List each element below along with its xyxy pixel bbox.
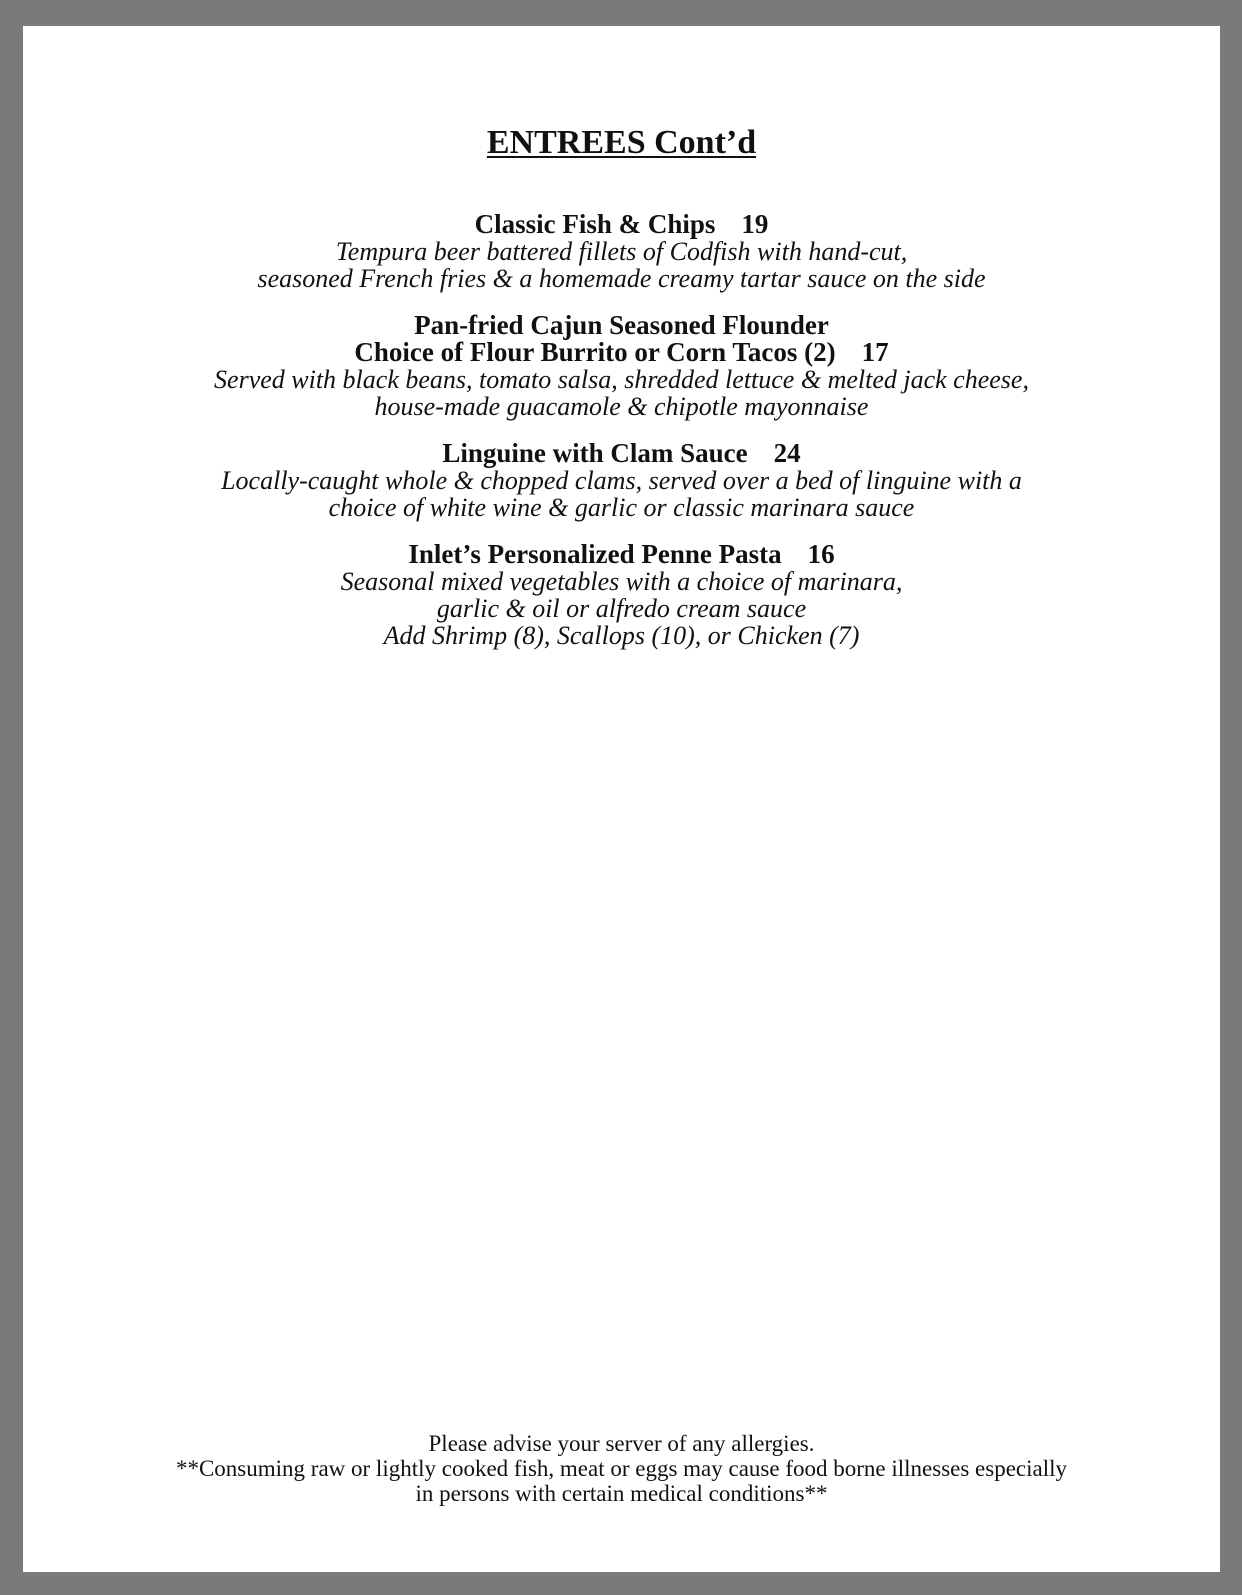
- item-description-line: house-made guacamole & chipotle mayonnaise: [374, 392, 869, 421]
- item-description-line: Locally-caught whole & chopped clams, served over a bed of linguine with a: [221, 466, 1022, 495]
- item-description-line: seasoned French fries & a homemade creamy tartar sauce on the side: [257, 264, 986, 293]
- item-heading: [23, 440, 1220, 467]
- item-name-subline: Choice of Flour Burrito or Corn Tacos (2): [354, 337, 836, 367]
- item-description-line: Tempura beer battered fillets of Codfish with hand-cut,: [335, 237, 908, 266]
- item-name: Pan-fried Cajun Seasoned Flounder: [414, 310, 829, 340]
- item-description-line: garlic & oil or alfredo cream sauce: [436, 594, 807, 623]
- item-heading: [23, 339, 1220, 366]
- item-heading: [23, 211, 1220, 238]
- item-price: 24: [773, 438, 801, 468]
- menu-item-penne-pasta: [23, 541, 1220, 649]
- item-name: Linguine with Clam Sauce: [442, 438, 748, 468]
- item-description-line: Served with black beans, tomato salsa, shredded lettuce & melted jack cheese,: [214, 365, 1029, 394]
- menu-items: [23, 211, 1220, 669]
- item-name: Classic Fish & Chips: [474, 209, 716, 239]
- menu-item-fish-and-chips: [23, 211, 1220, 292]
- item-price: 17: [861, 337, 889, 367]
- consumption-warning: **Consuming raw or lightly cooked fish, meat or eggs may cause food borne illnesses especially: [175, 1456, 1068, 1481]
- item-heading: [23, 541, 1220, 568]
- item-price: 19: [741, 209, 769, 239]
- allergy-notice: [23, 1431, 1220, 1506]
- item-name: Inlet’s Personalized Penne Pasta: [408, 539, 782, 569]
- menu-item-cajun-flounder: [23, 312, 1220, 420]
- item-add-ons: Add Shrimp (8), Scallops (10), or Chicken (7): [383, 621, 860, 650]
- page-title: ENTREES Cont’d: [486, 124, 757, 161]
- allergy-advice: Please advise your server of any allergies.: [428, 1431, 815, 1456]
- item-price: 16: [807, 539, 835, 569]
- consumption-warning-continued: in persons with certain medical conditions**: [415, 1481, 828, 1506]
- item-description-line: choice of white wine & garlic or classic marinara sauce: [328, 493, 915, 522]
- menu-item-linguine-clam-sauce: [23, 440, 1220, 521]
- menu-page: [23, 26, 1220, 1572]
- item-description-line: Seasonal mixed vegetables with a choice of marinara,: [340, 567, 903, 596]
